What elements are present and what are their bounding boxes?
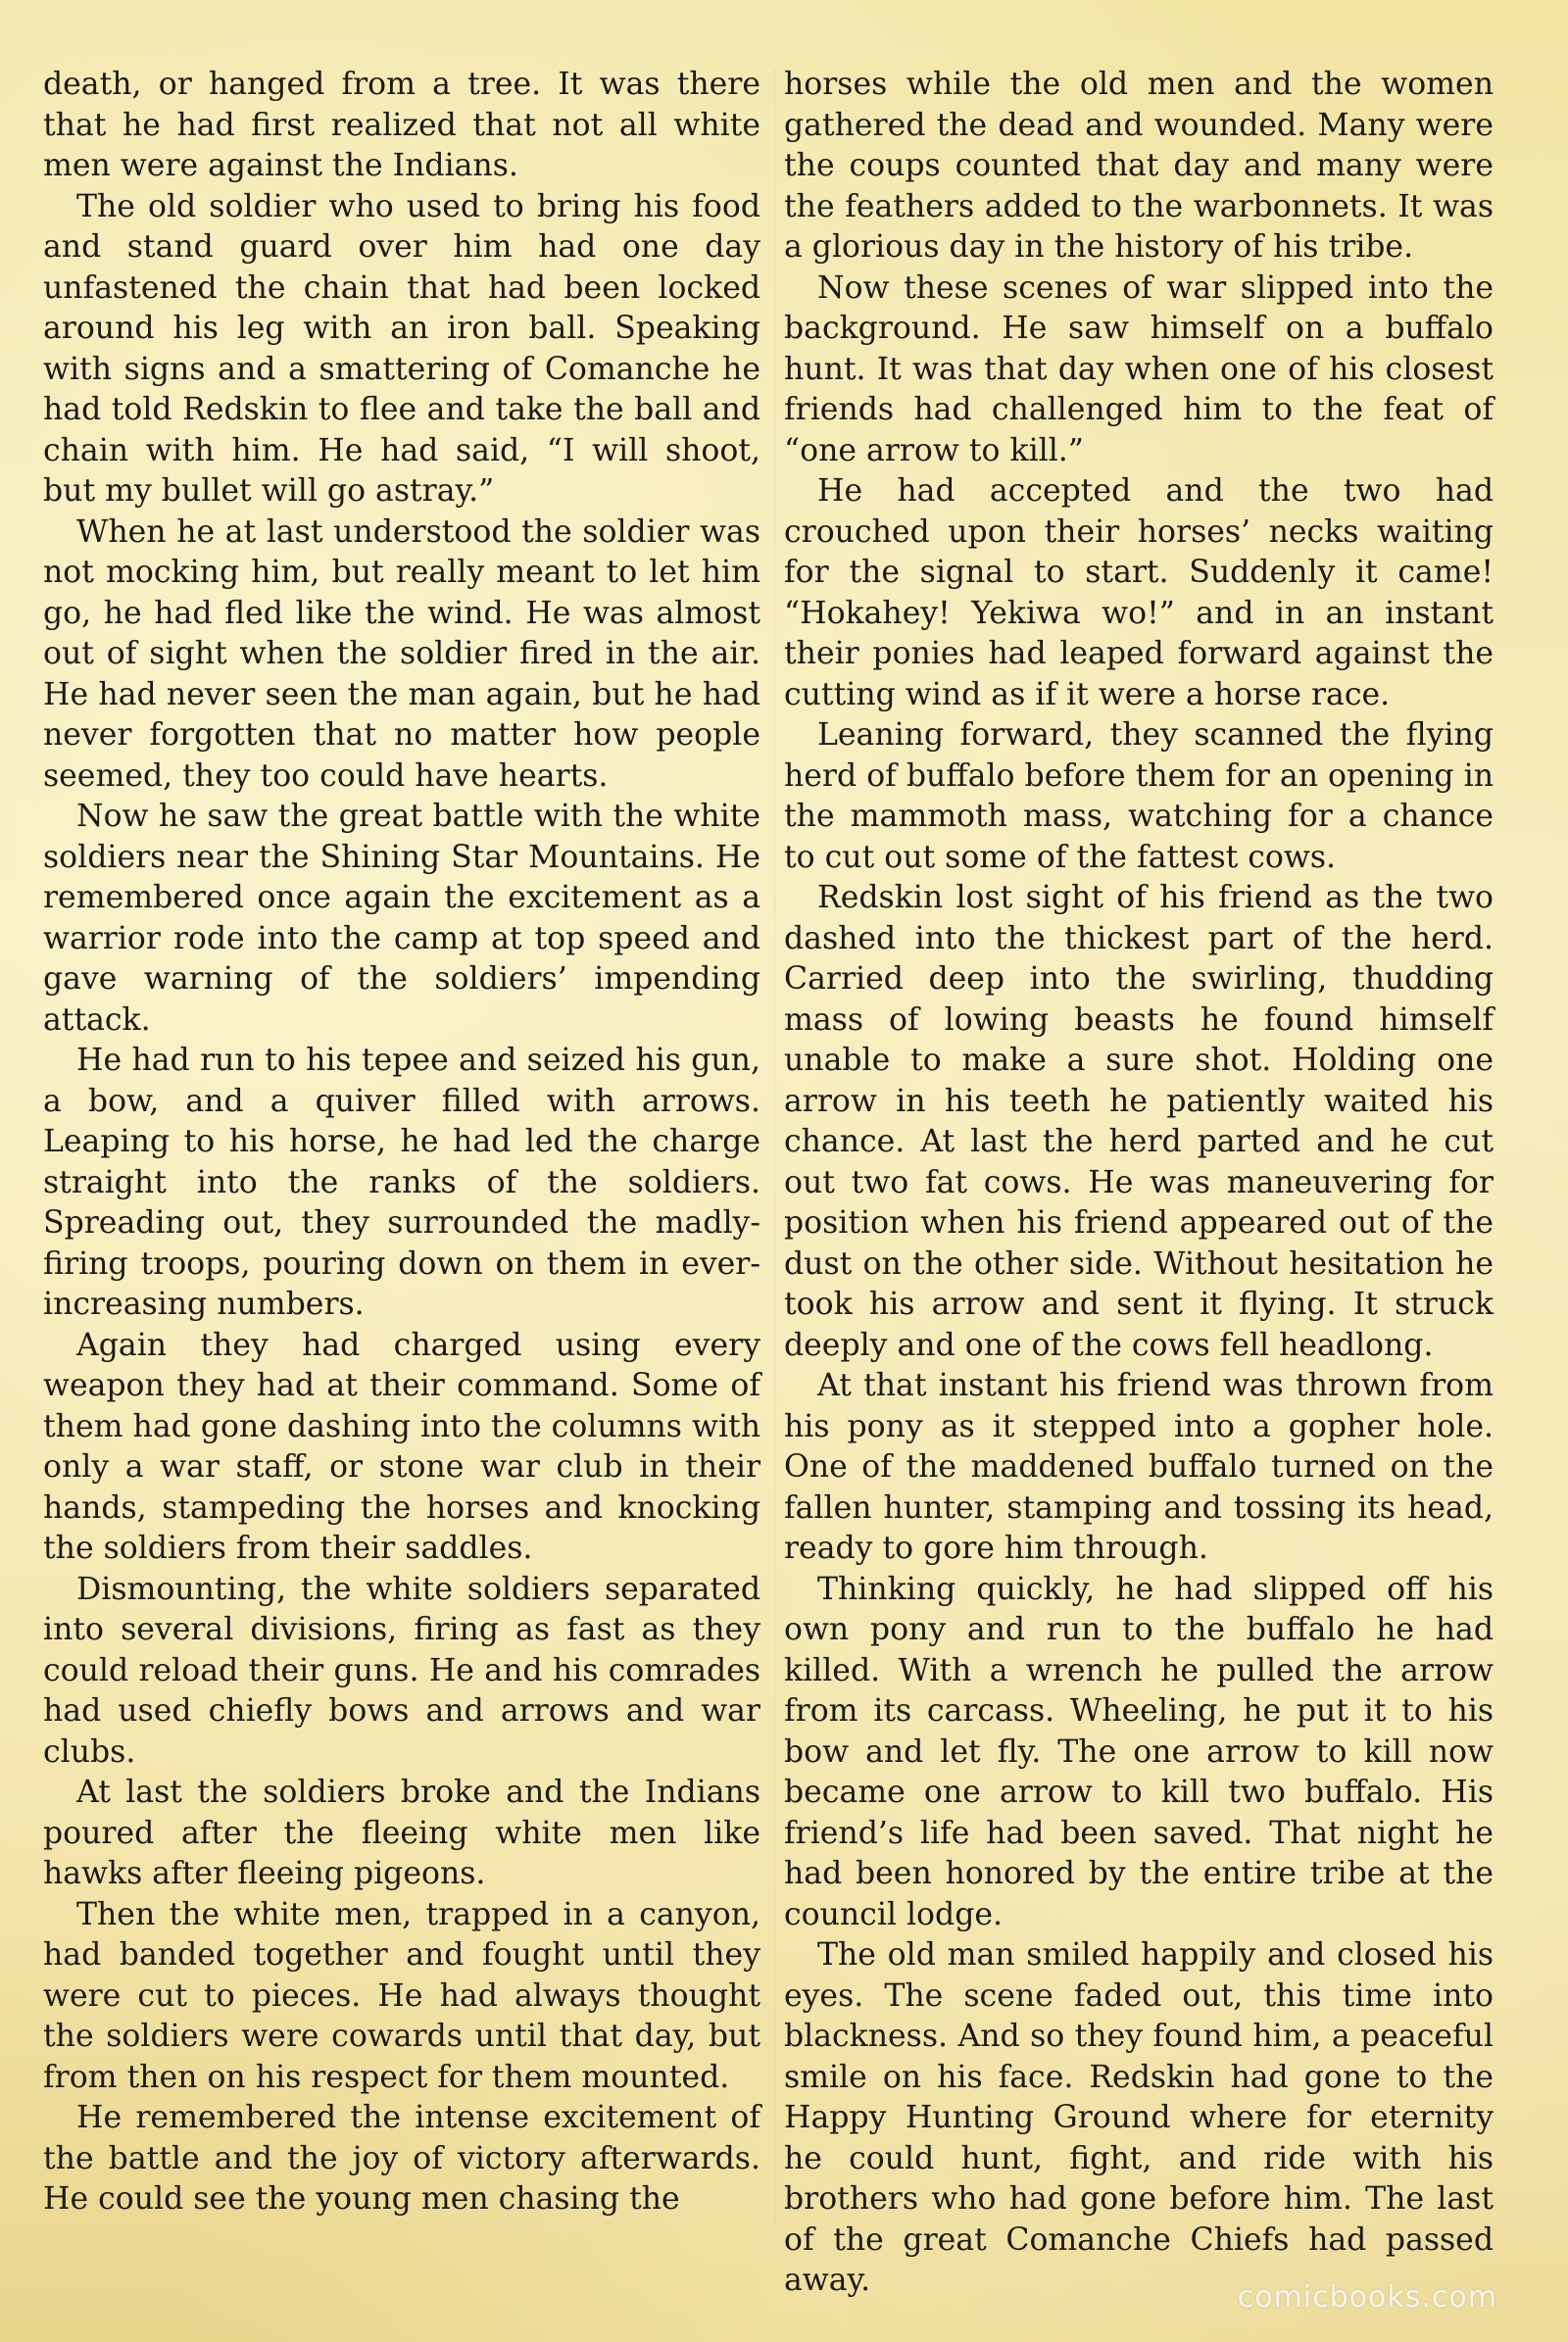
column-gutter bbox=[774, 69, 776, 2224]
paragraph: Thinking quickly, he had slipped off his own pony and run to the buffalo he had killed. With a wrench he pulled the arrow from its carcass. Wheeling, he put it to his bow and let fly. The one arrow to kill now became one arrow to kill two buffalo. His friend’s life had been saved. That night he had been honored by the entire tribe at the council lodge. bbox=[784, 1571, 1494, 1932]
paragraph: death, or hanged from a tree. It was there that he had first realized that not all white men were against the Indians. bbox=[43, 67, 760, 183]
text-column-left bbox=[43, 65, 760, 2250]
paragraph: He had run to his tepee and seized his gun, a bow, and a quiver filled with arrows. Leaping to his horse, he had led the charge straight into the ranks of the soldiers. Spreading out, they surrounded the madly-firing troops, pouring down on them in ever-increasing numbers. bbox=[43, 1043, 760, 1322]
site-watermark: comicbooks.com bbox=[1237, 2280, 1497, 2315]
paragraph: Again they had charged using every weapon they had at their command. Some of them had gone dashing into the columns with only a war staff, or stone war club in their hands, stampeding the horses and knocking the soldiers from their saddles. bbox=[43, 1327, 760, 1566]
paragraph: The old man smiled happily and closed his eyes. The scene faded out, this time into blackness. And so they found him, a peaceful smile on his face. Redskin had gone to the Happy Hunting Ground where for eternity he could hunt, fight, and ride with his brothers who had gone before him. The last of the great Comanche Chiefs had passed away. bbox=[784, 1937, 1494, 2298]
paragraph: At last the soldiers broke and the Indians poured after the fleeing white men like hawks after fleeing pigeons. bbox=[43, 1775, 760, 1891]
paragraph: Now he saw the great battle with the white soldiers near the Shining Star Mountains. He remembered once again the excitement as a warrior rode into the camp at top speed and gave warning of the soldiers’ impending attack. bbox=[43, 799, 760, 1038]
paragraph: Redskin lost sight of his friend as the two dashed into the thickest part of the herd. Carried deep into the swirling, thudding mass of lowing beasts he found himself unable to make a sure shot. Holding one arrow in his teeth he patiently waited his chance. At last the herd parted and he cut out two fat cows. He was maneuvering for position when his friend appeared out of the dust on the other side. Without hesitation he took his arrow and sent it flying. It struck deeply and one of the cows fell headlong. bbox=[784, 880, 1494, 1363]
paragraph: The old soldier who used to bring his food and stand guard over him had one day unfastened the chain that had been locked around his leg with an iron ball. Speaking with signs and a smattering of Comanche he had told Redskin to flee and take the ball and chain with him. He had said, “I will shoot, but my bullet will go astray.” bbox=[43, 188, 760, 509]
paragraph: He had accepted and the two had crouched upon their horses’ necks waiting for the signal to start. Suddenly it came! “Hokahey! Yekiwa wo!” and in an instant their ponies had leaped forward against the cutting wind as if it were a horse race. bbox=[784, 473, 1494, 712]
paragraph: horses while the old men and the women gathered the dead and wounded. Many were the coups counted that day and many were the feathers added to the warbonnets. It was a glorious day in the history of his tribe. bbox=[784, 67, 1494, 265]
paragraph: Now these scenes of war slipped into the background. He saw himself on a buffalo hunt. It was that day when one of his closest friends had challenged him to the feat of “one arrow to kill.” bbox=[784, 269, 1494, 468]
paragraph: He remembered the intense excitement of the battle and the joy of victory afterwards. He could see the young men chasing the bbox=[43, 2100, 760, 2217]
paragraph: When he at last understood the soldier was not mocking him, but really meant to let him go, he had fled like the wind. He was almost out of sight when the soldier fired in the air. He had never seen the man again, but he had never forgotten that no matter how people seemed, they too could have hearts. bbox=[43, 513, 760, 794]
paragraph: Dismounting, the white soldiers separated into several divisions, firing as fast as they could reload their guns. He and his comrades had used chiefly bows and arrows and war clubs. bbox=[43, 1571, 760, 1770]
paragraph: At that instant his friend was thrown from his pony as it stepped into a gopher hole. One of the maddened buffalo turned on the fallen hunter, stamping and tossing its head, ready to gore him through. bbox=[784, 1368, 1494, 1566]
paragraph: Then the white men, trapped in a canyon, had banded together and fought until they were cut to pieces. He had always thought the soldiers were cowards until that day, but from then on his respect for them mounted. bbox=[43, 1896, 760, 2095]
paragraph: Leaning forward, they scanned the flying herd of buffalo before them for an opening in the mammoth mass, watching for a chance to cut out some of the fattest cows. bbox=[784, 717, 1494, 875]
